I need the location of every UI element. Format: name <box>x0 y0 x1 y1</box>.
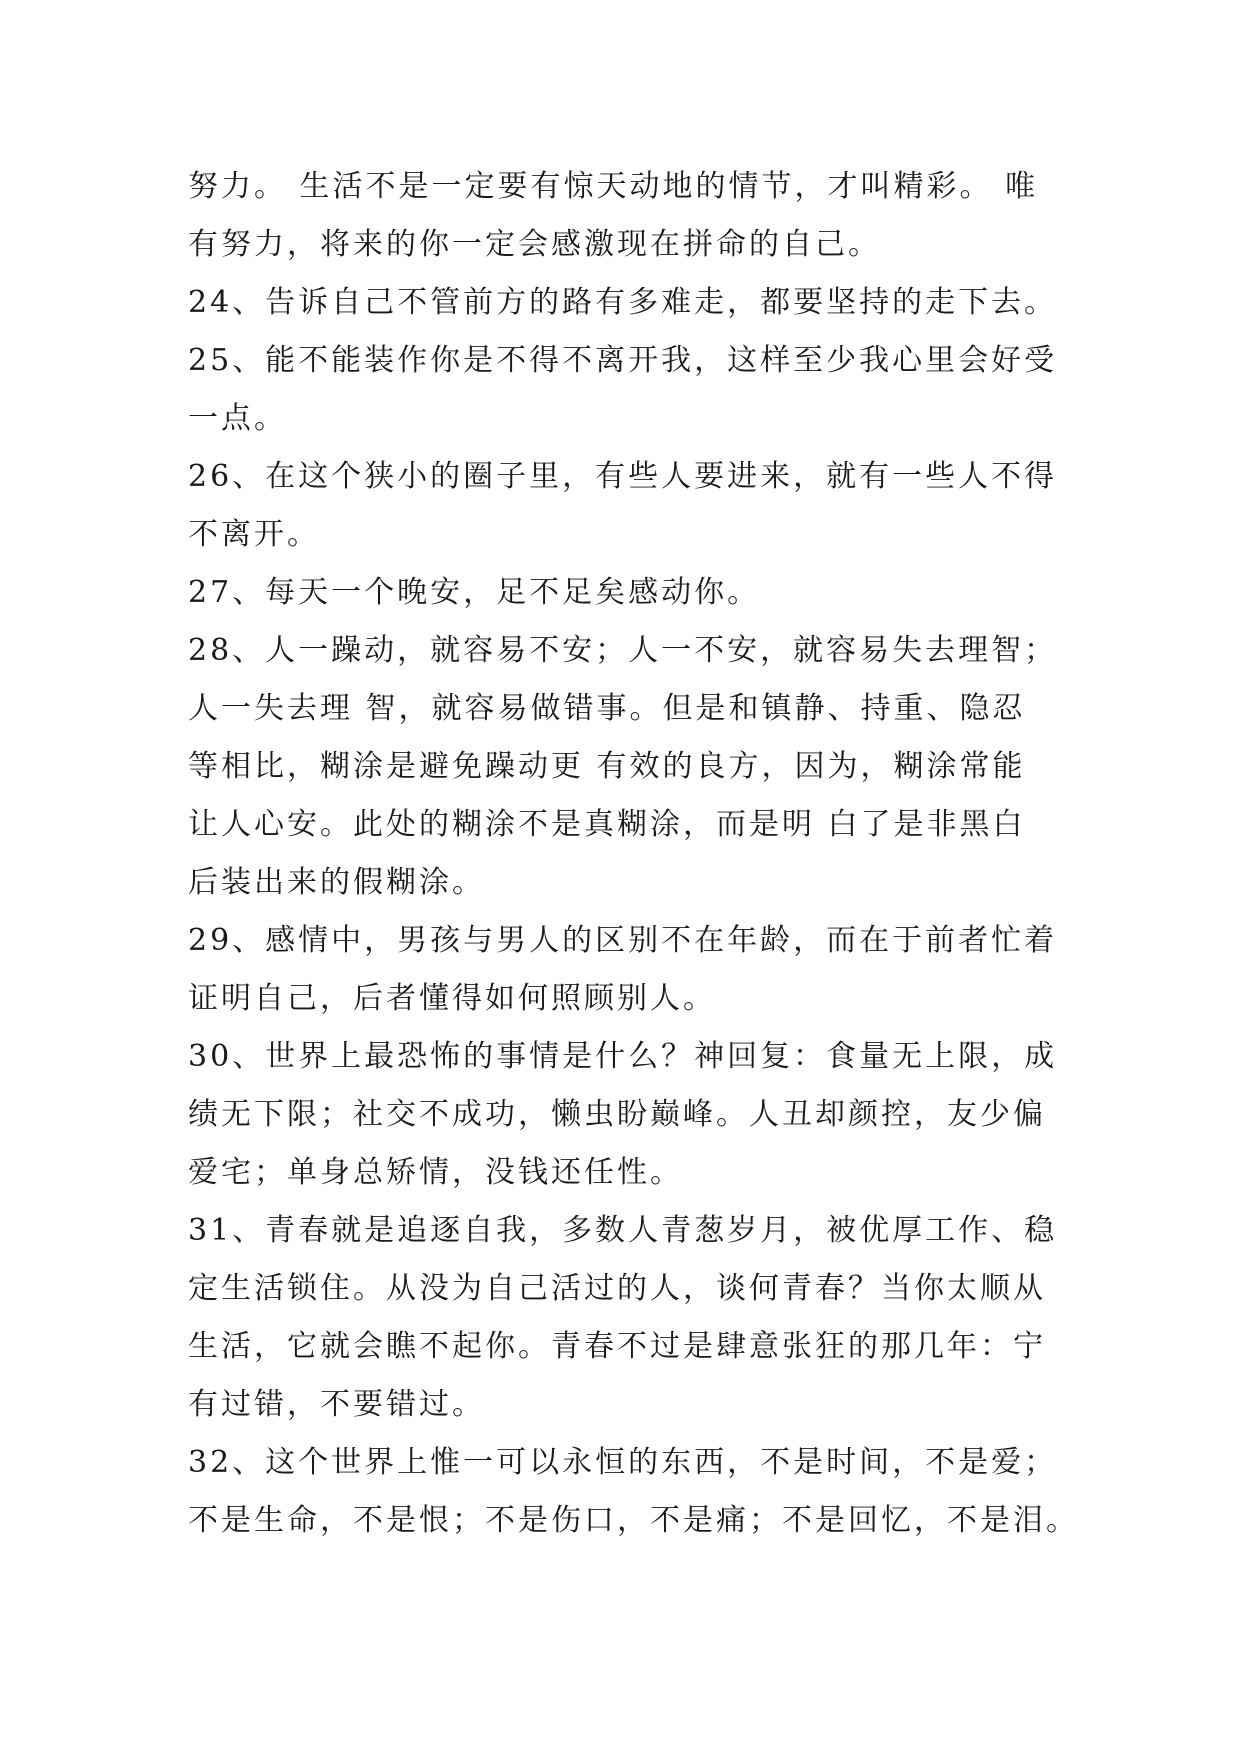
text-line: 不是生命，不是恨；不是伤口，不是痛；不是回忆，不是泪。 <box>188 1503 1079 1538</box>
text-line: 30、世界上最恐怖的事情是什么？神回复：食量无上限，成 <box>188 1039 1058 1074</box>
text-column <box>188 158 1088 1550</box>
text-line: 后装出来的假糊涂。 <box>188 865 485 900</box>
text-line: 人一失去理 智，就容易做错事。但是和镇静、持重、隐忍 <box>188 691 1026 726</box>
text-line: 等相比，糊涂是避免躁动更 有效的良方，因为，糊涂常能 <box>188 749 1026 784</box>
text-line: 不离开。 <box>188 517 320 552</box>
text-line: 定生活锁住。从没为自己活过的人，谈何青春？当你太顺从 <box>188 1271 1046 1306</box>
text-line: 26、在这个狭小的圈子里，有些人要进来，就有一些人不得 <box>188 459 1058 494</box>
text-line: 28、人一躁动，就容易不安；人一不安，就容易失去理智； <box>188 633 1058 668</box>
text-line: 有过错，不要错过。 <box>188 1387 485 1422</box>
text-line: 努力。 生活不是一定要有惊天动地的情节，才叫精彩。 唯 <box>188 169 1039 204</box>
text-line: 32、这个世界上惟一可以永恒的东西，不是时间，不是爱； <box>188 1445 1058 1480</box>
text-line: 生活，它就会瞧不起你。青春不过是肆意张狂的那几年：宁 <box>188 1329 1046 1364</box>
text-line: 29、感情中，男孩与男人的区别不在年龄，而在于前者忙着 <box>188 923 1058 958</box>
text-line: 27、每天一个晚安，足不足矣感动你。 <box>188 575 761 610</box>
text-line: 31、青春就是追逐自我，多数人青葱岁月，被优厚工作、稳 <box>188 1213 1058 1248</box>
text-line: 24、告诉自己不管前方的路有多难走，都要坚持的走下去。 <box>188 285 1058 320</box>
text-line: 有努力，将来的你一定会感激现在拼命的自己。 <box>188 227 881 262</box>
text-line: 25、能不能装作你是不得不离开我，这样至少我心里会好受 <box>188 343 1058 378</box>
text-line: 一点。 <box>188 401 287 436</box>
text-line: 爱宅；单身总矫情，没钱还任性。 <box>188 1155 683 1190</box>
text-line: 让人心安。此处的糊涂不是真糊涂，而是明 白了是非黑白 <box>188 807 1026 842</box>
text-line: 证明自己，后者懂得如何照顾别人。 <box>188 981 716 1016</box>
text-line: 绩无下限；社交不成功，懒虫盼巅峰。人丑却颜控，友少偏 <box>188 1097 1046 1132</box>
